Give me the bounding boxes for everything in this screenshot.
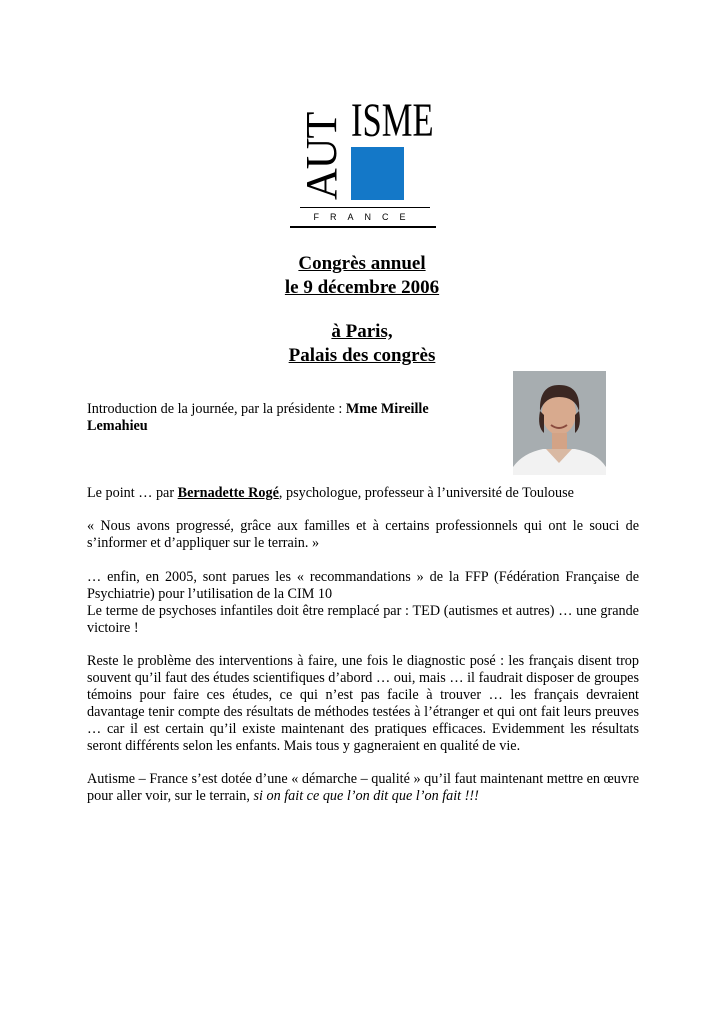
reste-paragraph: Reste le problème des interventions à faire, une fois le diagnostic posé : les français disent trop souvent qu’il faut des études scientifiques d’abord … oui, mais … il faudrait disposer de groupes témoins pour faire ces études, ce qui n’est pas facile à trouver … les français devraient davantage tenir compte des résultats de méthodes testées à l’étranger et qui ont fait leurs preuves … car il est certain qu’il existe maintenant des pratiques efficaces. Evidemment les résultats seront différents selon les enfants. Mais tous y gagneraient en qualité de vie. bbox=[87, 653, 639, 754]
president-photo bbox=[513, 371, 606, 475]
title-line-3: à Paris, bbox=[331, 321, 393, 342]
logo-blue-square bbox=[351, 147, 404, 200]
le-point-paragraph: Le point … par Bernadette Rogé, psychologue, professeur à l’université de Toulouse bbox=[87, 485, 574, 501]
enfin-paragraph: … enfin, en 2005, sont parues les « recommandations » de la FFP (Fédération Française de Psychiatrie) pour l’utilisation de la CIM 10 Le terme de psychoses infantiles doit être remplacé par : TED (autismes et autres) … une grande victoire ! bbox=[87, 569, 639, 636]
intro-paragraph: Introduction de la journée, par la présidente : Mme Mireille Lemahieu bbox=[87, 401, 429, 434]
title-line-2: le 9 décembre 2006 bbox=[284, 277, 440, 298]
title-line-4: Palais des congrès bbox=[288, 345, 436, 366]
quote-paragraph: « Nous avons progressé, grâce aux familles et à certains professionnels qui ont le souci de s’informer et d’appliquer sur le terrain. » bbox=[87, 518, 639, 551]
logo-isme-text: ISME bbox=[351, 94, 434, 147]
title-line-1: Congrès annuel bbox=[298, 253, 426, 274]
logo-rule-bottom bbox=[290, 226, 436, 228]
logo-rule-top bbox=[300, 207, 430, 208]
logo-aut-text: AUT bbox=[297, 112, 346, 200]
portrait-illustration bbox=[513, 371, 606, 475]
autisme-paragraph: Autisme – France s’est dotée d’une « démarche – qualité » qu’il faut maintenant mettre en œuvre pour aller voir, sur le terrain, si on fait ce que l’on dit que l’on fait !!! bbox=[87, 771, 639, 804]
logo-france-text: FRANCE bbox=[313, 212, 417, 222]
speaker-name: Bernadette Rogé bbox=[177, 485, 279, 501]
